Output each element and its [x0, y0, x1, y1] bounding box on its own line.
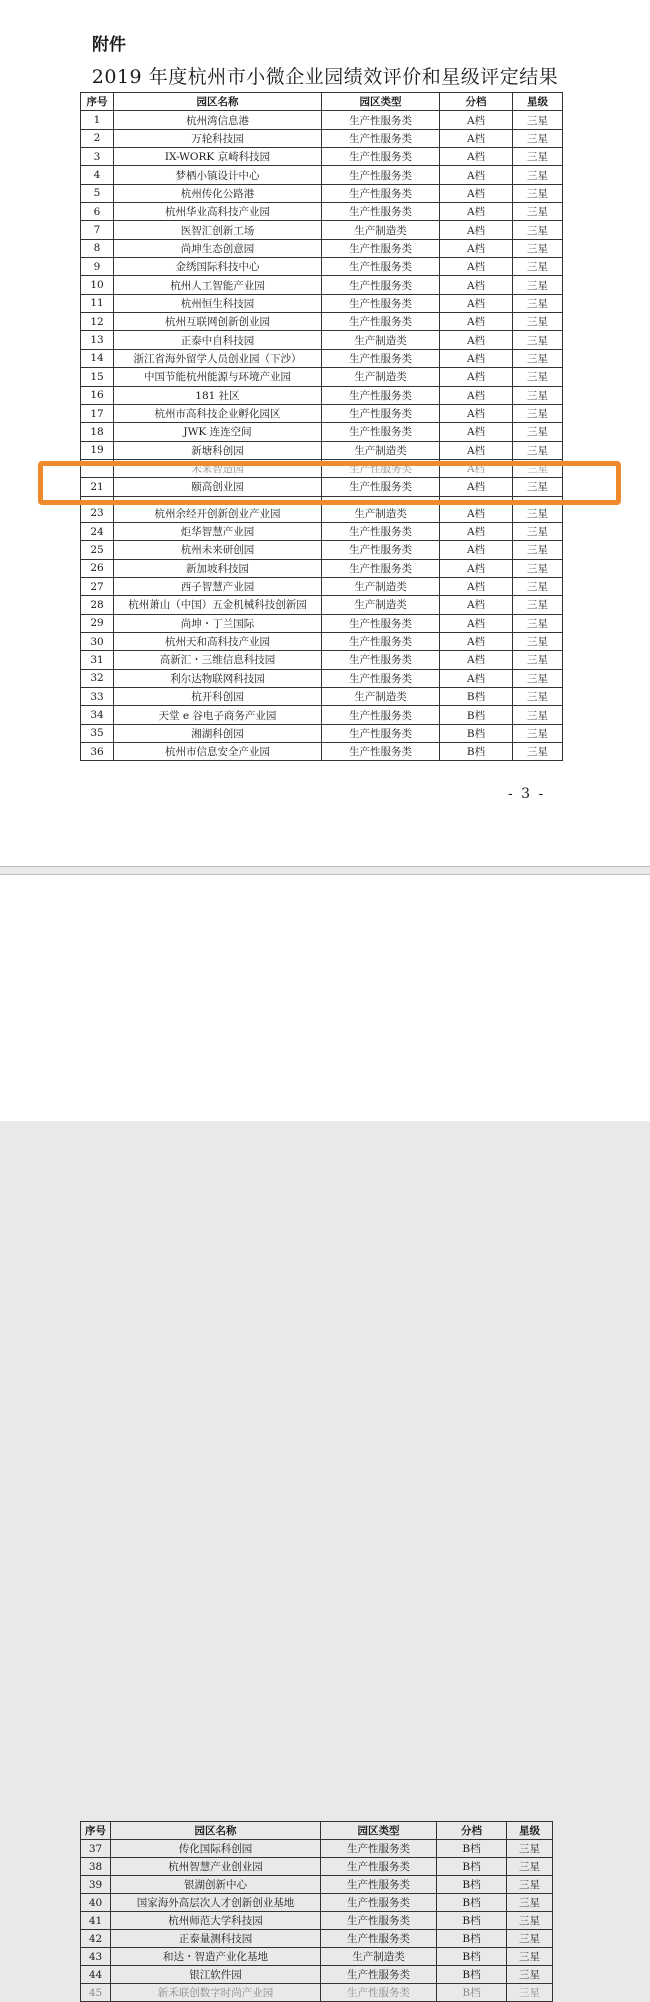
table-row: [81, 743, 563, 761]
cell-park-name: 国家海外高层次人才创新创业基地: [111, 1894, 321, 1912]
cell-park-type: 生产性服务类: [322, 166, 440, 184]
cell-park-type: 生产性服务类: [322, 349, 440, 367]
page-number: - 3 -: [508, 786, 546, 802]
table-row: [81, 1948, 553, 1966]
cell-star: 三星: [513, 706, 563, 724]
cell-park-type: 生产制造类: [322, 577, 440, 595]
cell-grade: A档: [440, 504, 513, 522]
cell-park-name: 医智汇创新工场: [114, 221, 322, 239]
cell-grade: A档: [440, 459, 513, 477]
cell-grade: A档: [440, 541, 513, 559]
cell-park-name: IX-WORK 京崎科技园: [114, 148, 322, 166]
cell-park-name: JWK 连连空间: [114, 423, 322, 441]
cell-grade: A档: [440, 203, 513, 221]
cell-index: 27: [81, 577, 114, 595]
cell-star: 三星: [513, 203, 563, 221]
table-row: [81, 559, 563, 577]
cell-index: 45: [81, 1984, 111, 2002]
cell-grade: B档: [440, 743, 513, 761]
cell-star: 三星: [513, 614, 563, 632]
attachment-label: 附件: [92, 35, 126, 55]
cell-star: 三星: [507, 1912, 553, 1930]
table-header-row: [81, 1822, 553, 1840]
cell-park-type: 生产制造类: [321, 1948, 437, 1966]
cell-index: 29: [81, 614, 114, 632]
cell-star: 三星: [513, 669, 563, 687]
cell-grade: A档: [440, 331, 513, 349]
cell-park-type: 生产性服务类: [322, 651, 440, 669]
cell-park-type: 生产制造类: [322, 221, 440, 239]
cell-grade: A档: [440, 614, 513, 632]
table-header-row: [81, 93, 563, 111]
cell-park-name: 杭州天和高科技产业园: [114, 632, 322, 650]
document-title: 2019 年度杭州市小微企业园绩效评价和星级评定结果: [91, 66, 559, 88]
cell-grade: A档: [440, 129, 513, 147]
table-row: [81, 423, 563, 441]
results-table-page-2: [80, 1821, 553, 2002]
cell-park-name: 杭开科创园: [114, 688, 322, 706]
cell-park-type: 生产性服务类: [321, 1966, 437, 1984]
table-row: [81, 577, 563, 595]
cell-grade: A档: [440, 478, 513, 496]
cell-empty: [322, 496, 440, 504]
cell-park-type: 生产性服务类: [322, 184, 440, 202]
cell-grade: A档: [440, 239, 513, 257]
cell-park-name: 颐高创业园: [114, 478, 322, 496]
cell-park-name: 金绣国际科技中心: [114, 258, 322, 276]
cell-park-name: 万轮科技园: [114, 129, 322, 147]
cell-star: 三星: [507, 1858, 553, 1876]
cell-park-name: 天堂 e 谷电子商务产业园: [114, 706, 322, 724]
cell-index: 14: [81, 349, 114, 367]
table-row: [81, 669, 563, 687]
cell-star: 三星: [507, 1894, 553, 1912]
cell-park-name: 和达・智造产业化基地: [111, 1948, 321, 1966]
cell-index: 40: [81, 1894, 111, 1912]
cell-grade: A档: [440, 276, 513, 294]
table-row: [81, 504, 563, 522]
cell-grade: A档: [440, 522, 513, 540]
cell-index: 10: [81, 276, 114, 294]
cell-star: 三星: [507, 1876, 553, 1894]
cell-park-name: 杭州未来研创园: [114, 541, 322, 559]
cell-park-name: 新加坡科技园: [114, 559, 322, 577]
col-header-park-type: 园区类型: [322, 93, 440, 111]
table-row: [81, 148, 563, 166]
cell-star: 三星: [513, 459, 563, 477]
cell-star: 三星: [513, 541, 563, 559]
cell-index: 25: [81, 541, 114, 559]
table-row: [81, 313, 563, 331]
table-row: [81, 1930, 553, 1948]
table-row: [81, 294, 563, 312]
cell-index: 16: [81, 386, 114, 404]
cell-index: 18: [81, 423, 114, 441]
cell-index: 17: [81, 404, 114, 422]
cell-grade: A档: [440, 166, 513, 184]
cell-empty: [513, 496, 563, 504]
cell-park-type: 生产性服务类: [322, 669, 440, 687]
table-row: [81, 331, 563, 349]
cell-empty: [81, 496, 114, 504]
cell-grade: B档: [437, 1894, 507, 1912]
cell-park-type: 生产制造类: [322, 596, 440, 614]
cell-park-type: 生产性服务类: [322, 423, 440, 441]
cell-park-name: 杭州萧山（中国）五金机械科技创新园: [114, 596, 322, 614]
cell-park-type: 生产制造类: [322, 441, 440, 459]
cell-grade: A档: [440, 349, 513, 367]
cell-park-type: 生产性服务类: [322, 258, 440, 276]
cell-park-name: 杭州人工智能产业园: [114, 276, 322, 294]
cell-park-name: 银湖创新中心: [111, 1876, 321, 1894]
cell-star: 三星: [513, 404, 563, 422]
col-header-star: 星级: [513, 93, 563, 111]
col-header-index: 序号: [81, 1822, 111, 1840]
cell-park-type: 生产性服务类: [322, 478, 440, 496]
cell-index: 43: [81, 1948, 111, 1966]
cell-park-name: 尚坤・丁兰国际: [114, 614, 322, 632]
cell-index: 13: [81, 331, 114, 349]
cell-park-type: 生产性服务类: [322, 404, 440, 422]
cell-park-name: 梦栖小镇设计中心: [114, 166, 322, 184]
cell-park-name: 181 社区: [114, 386, 322, 404]
table-row: [81, 706, 563, 724]
cell-park-type: 生产性服务类: [322, 706, 440, 724]
cell-grade: A档: [440, 386, 513, 404]
cell-star: 三星: [513, 166, 563, 184]
table-row: [81, 368, 563, 386]
cell-star: 三星: [513, 294, 563, 312]
cell-index: 39: [81, 1876, 111, 1894]
cell-star: 三星: [513, 522, 563, 540]
cell-index: 26: [81, 559, 114, 577]
cell-park-name: 新塘科创园: [114, 441, 322, 459]
cell-park-type: 生产制造类: [322, 688, 440, 706]
cell-park-type: 生产制造类: [322, 504, 440, 522]
cell-park-name: 传化国际科创园: [111, 1840, 321, 1858]
cell-grade: B档: [437, 1840, 507, 1858]
cell-index: 37: [81, 1840, 111, 1858]
cell-park-type: 生产性服务类: [322, 239, 440, 257]
cell-star: 三星: [513, 688, 563, 706]
cell-park-type: 生产性服务类: [322, 559, 440, 577]
table-row: [81, 386, 563, 404]
cell-grade: B档: [440, 706, 513, 724]
table-row: [81, 724, 563, 742]
cell-park-name: 杭州师范大学科技园: [111, 1912, 321, 1930]
cell-index: 21: [81, 478, 114, 496]
cell-index: 12: [81, 313, 114, 331]
cell-star: 三星: [513, 478, 563, 496]
cell-park-name: 杭州华业高科技产业园: [114, 203, 322, 221]
cell-grade: A档: [440, 596, 513, 614]
cell-index: 1: [81, 111, 114, 129]
cell-star: 三星: [513, 504, 563, 522]
cell-park-name: 浙江省海外留学人员创业园（下沙）: [114, 349, 322, 367]
cell-park-type: 生产性服务类: [321, 1858, 437, 1876]
cell-grade: A档: [440, 148, 513, 166]
col-header-park-name: 园区名称: [111, 1822, 321, 1840]
table-row: [81, 111, 563, 129]
cell-park-name: 杭州余经开创新创业产业园: [114, 504, 322, 522]
cell-park-type: 生产性服务类: [322, 459, 440, 477]
cell-star: 三星: [513, 349, 563, 367]
cell-grade: A档: [440, 669, 513, 687]
cell-grade: B档: [440, 688, 513, 706]
cell-park-name: 炬华智慧产业园: [114, 522, 322, 540]
cell-park-name: 正泰中自科技园: [114, 331, 322, 349]
table-row-highlighted: [81, 478, 563, 496]
cell-grade: A档: [440, 559, 513, 577]
cell-grade: A档: [440, 441, 513, 459]
cell-index: 32: [81, 669, 114, 687]
table-row: [81, 129, 563, 147]
cell-index: 7: [81, 221, 114, 239]
cell-star: 三星: [513, 559, 563, 577]
cell-index: 4: [81, 166, 114, 184]
cell-empty: [440, 496, 513, 504]
table-row: [81, 221, 563, 239]
cell-park-name: 正泰量测科技园: [111, 1930, 321, 1948]
cell-index: 9: [81, 258, 114, 276]
table-row: [81, 258, 563, 276]
cell-park-type: 生产性服务类: [321, 1984, 437, 2002]
table-row: [81, 614, 563, 632]
cell-index: 34: [81, 706, 114, 724]
table-row: [81, 166, 563, 184]
cell-park-type: 生产性服务类: [321, 1894, 437, 1912]
cell-park-type: 生产性服务类: [322, 614, 440, 632]
cell-index: 23: [81, 504, 114, 522]
cell-star: 三星: [513, 258, 563, 276]
cell-star: 三星: [513, 148, 563, 166]
cell-index: 35: [81, 724, 114, 742]
table-row: [81, 441, 563, 459]
cell-index: [81, 459, 114, 477]
cell-star: 三星: [513, 239, 563, 257]
cell-park-name: 中国节能杭州能源与环境产业园: [114, 368, 322, 386]
cell-index: 3: [81, 148, 114, 166]
cell-grade: B档: [437, 1858, 507, 1876]
cell-grade: A档: [440, 423, 513, 441]
cell-star: 三星: [513, 651, 563, 669]
cell-index: 6: [81, 203, 114, 221]
cell-index: 5: [81, 184, 114, 202]
cell-grade: A档: [440, 294, 513, 312]
cell-park-type: 生产性服务类: [322, 276, 440, 294]
cell-star: 三星: [513, 632, 563, 650]
table-row: [81, 1912, 553, 1930]
table-row: [81, 651, 563, 669]
cell-park-type: 生产性服务类: [321, 1930, 437, 1948]
cell-park-type: 生产性服务类: [322, 743, 440, 761]
table-row: [81, 276, 563, 294]
cell-index: 31: [81, 651, 114, 669]
cell-grade: A档: [440, 404, 513, 422]
cell-star: 三星: [513, 331, 563, 349]
table-row: [81, 1894, 553, 1912]
cell-park-name: 银江软件园: [111, 1966, 321, 1984]
cell-park-name: 湘湖科创园: [114, 724, 322, 742]
cell-index: 11: [81, 294, 114, 312]
table-row: [81, 688, 563, 706]
table-row: [81, 632, 563, 650]
cell-park-name: 杭州传化公路港: [114, 184, 322, 202]
cell-park-name: 利尔达物联网科技园: [114, 669, 322, 687]
cell-park-name: 尚坤生态创意园: [114, 239, 322, 257]
cell-park-type: 生产性服务类: [322, 724, 440, 742]
cell-park-name: 杭州恒生科技园: [114, 294, 322, 312]
table-row: [81, 1840, 553, 1858]
cell-star: 三星: [513, 386, 563, 404]
cell-star: 三星: [513, 184, 563, 202]
cell-grade: A档: [440, 184, 513, 202]
table-row: [81, 184, 563, 202]
cell-star: 三星: [507, 1930, 553, 1948]
cell-grade: A档: [440, 221, 513, 239]
cell-grade: A档: [440, 577, 513, 595]
cell-index: 33: [81, 688, 114, 706]
table-row-partial: [81, 459, 563, 477]
cell-park-name: 西子智慧产业园: [114, 577, 322, 595]
cell-park-type: 生产性服务类: [322, 129, 440, 147]
cell-park-name: 杭州市高科技企业孵化园区: [114, 404, 322, 422]
table-row-obscured: [81, 496, 563, 504]
cell-grade: B档: [440, 724, 513, 742]
cell-park-type: 生产性服务类: [322, 632, 440, 650]
col-header-park-type: 园区类型: [321, 1822, 437, 1840]
col-header-park-name: 园区名称: [114, 93, 322, 111]
table-row: [81, 404, 563, 422]
cell-index: 38: [81, 1858, 111, 1876]
cell-grade: B档: [437, 1930, 507, 1948]
cell-index: 8: [81, 239, 114, 257]
table-row: [81, 239, 563, 257]
cell-grade: A档: [440, 111, 513, 129]
cell-empty: [114, 496, 322, 504]
cell-index: 19: [81, 441, 114, 459]
table-row: [81, 522, 563, 540]
table-row: [81, 1858, 553, 1876]
table-row: [81, 203, 563, 221]
cell-star: 三星: [507, 1840, 553, 1858]
cell-grade: B档: [437, 1912, 507, 1930]
cell-park-type: 生产性服务类: [322, 313, 440, 331]
cell-park-type: 生产性服务类: [322, 148, 440, 166]
cell-grade: A档: [440, 368, 513, 386]
cell-park-type: 生产性服务类: [321, 1840, 437, 1858]
cell-park-type: 生产性服务类: [322, 541, 440, 559]
cell-star: 三星: [507, 1966, 553, 1984]
cell-grade: B档: [437, 1966, 507, 1984]
cell-index: 30: [81, 632, 114, 650]
cell-park-name: 杭州智慧产业创业园: [111, 1858, 321, 1876]
cell-grade: B档: [437, 1876, 507, 1894]
cell-park-name: 杭州互联网创新创业园: [114, 313, 322, 331]
table-row: [81, 541, 563, 559]
cell-star: 三星: [513, 743, 563, 761]
cell-star: 三星: [513, 596, 563, 614]
cell-star: 三星: [513, 577, 563, 595]
cell-grade: A档: [440, 258, 513, 276]
cell-star: 三星: [507, 1984, 553, 2002]
table-row-partial: [81, 1984, 553, 2002]
cell-park-type: 生产性服务类: [322, 294, 440, 312]
cell-index: 15: [81, 368, 114, 386]
document-page-1: [0, 0, 650, 867]
cell-index: 44: [81, 1966, 111, 1984]
col-header-grade: 分档: [440, 93, 513, 111]
table-row: [81, 596, 563, 614]
table-row: [81, 1876, 553, 1894]
cell-park-type: 生产性服务类: [321, 1912, 437, 1930]
cell-park-name: 杭州湾信息港: [114, 111, 322, 129]
cell-park-name: 高新汇・三维信息科技园: [114, 651, 322, 669]
results-table-page-1: [80, 92, 563, 761]
cell-star: 三星: [513, 111, 563, 129]
cell-star: 三星: [513, 724, 563, 742]
cell-grade: A档: [440, 313, 513, 331]
cell-park-name: 新禾联创数字时尚产业园: [111, 1984, 321, 2002]
table-row: [81, 349, 563, 367]
cell-park-type: 生产性服务类: [322, 203, 440, 221]
cell-index: 2: [81, 129, 114, 147]
cell-star: 三星: [513, 441, 563, 459]
cell-star: 三星: [513, 368, 563, 386]
cell-park-type: 生产制造类: [322, 368, 440, 386]
col-header-index: 序号: [81, 93, 114, 111]
cell-index: 28: [81, 596, 114, 614]
cell-park-name: 未来智造园: [114, 459, 322, 477]
cell-grade: A档: [440, 651, 513, 669]
cell-index: 36: [81, 743, 114, 761]
cell-park-type: 生产性服务类: [322, 111, 440, 129]
cell-grade: A档: [440, 632, 513, 650]
cell-star: 三星: [513, 129, 563, 147]
cell-index: 24: [81, 522, 114, 540]
cell-star: 三星: [507, 1948, 553, 1966]
cell-star: 三星: [513, 276, 563, 294]
cell-park-type: 生产性服务类: [322, 386, 440, 404]
cell-park-type: 生产性服务类: [321, 1876, 437, 1894]
cell-index: 41: [81, 1912, 111, 1930]
cell-star: 三星: [513, 423, 563, 441]
table-row: [81, 1966, 553, 1984]
cell-star: 三星: [513, 221, 563, 239]
cell-grade: B档: [437, 1984, 507, 2002]
col-header-star: 星级: [507, 1822, 553, 1840]
cell-grade: B档: [437, 1948, 507, 1966]
cell-star: 三星: [513, 313, 563, 331]
cell-park-name: 杭州市信息安全产业园: [114, 743, 322, 761]
cell-park-type: 生产制造类: [322, 331, 440, 349]
cell-index: 42: [81, 1930, 111, 1948]
document-page-2: [0, 874, 650, 1999]
cell-park-type: 生产性服务类: [322, 522, 440, 540]
col-header-grade: 分档: [437, 1822, 507, 1840]
